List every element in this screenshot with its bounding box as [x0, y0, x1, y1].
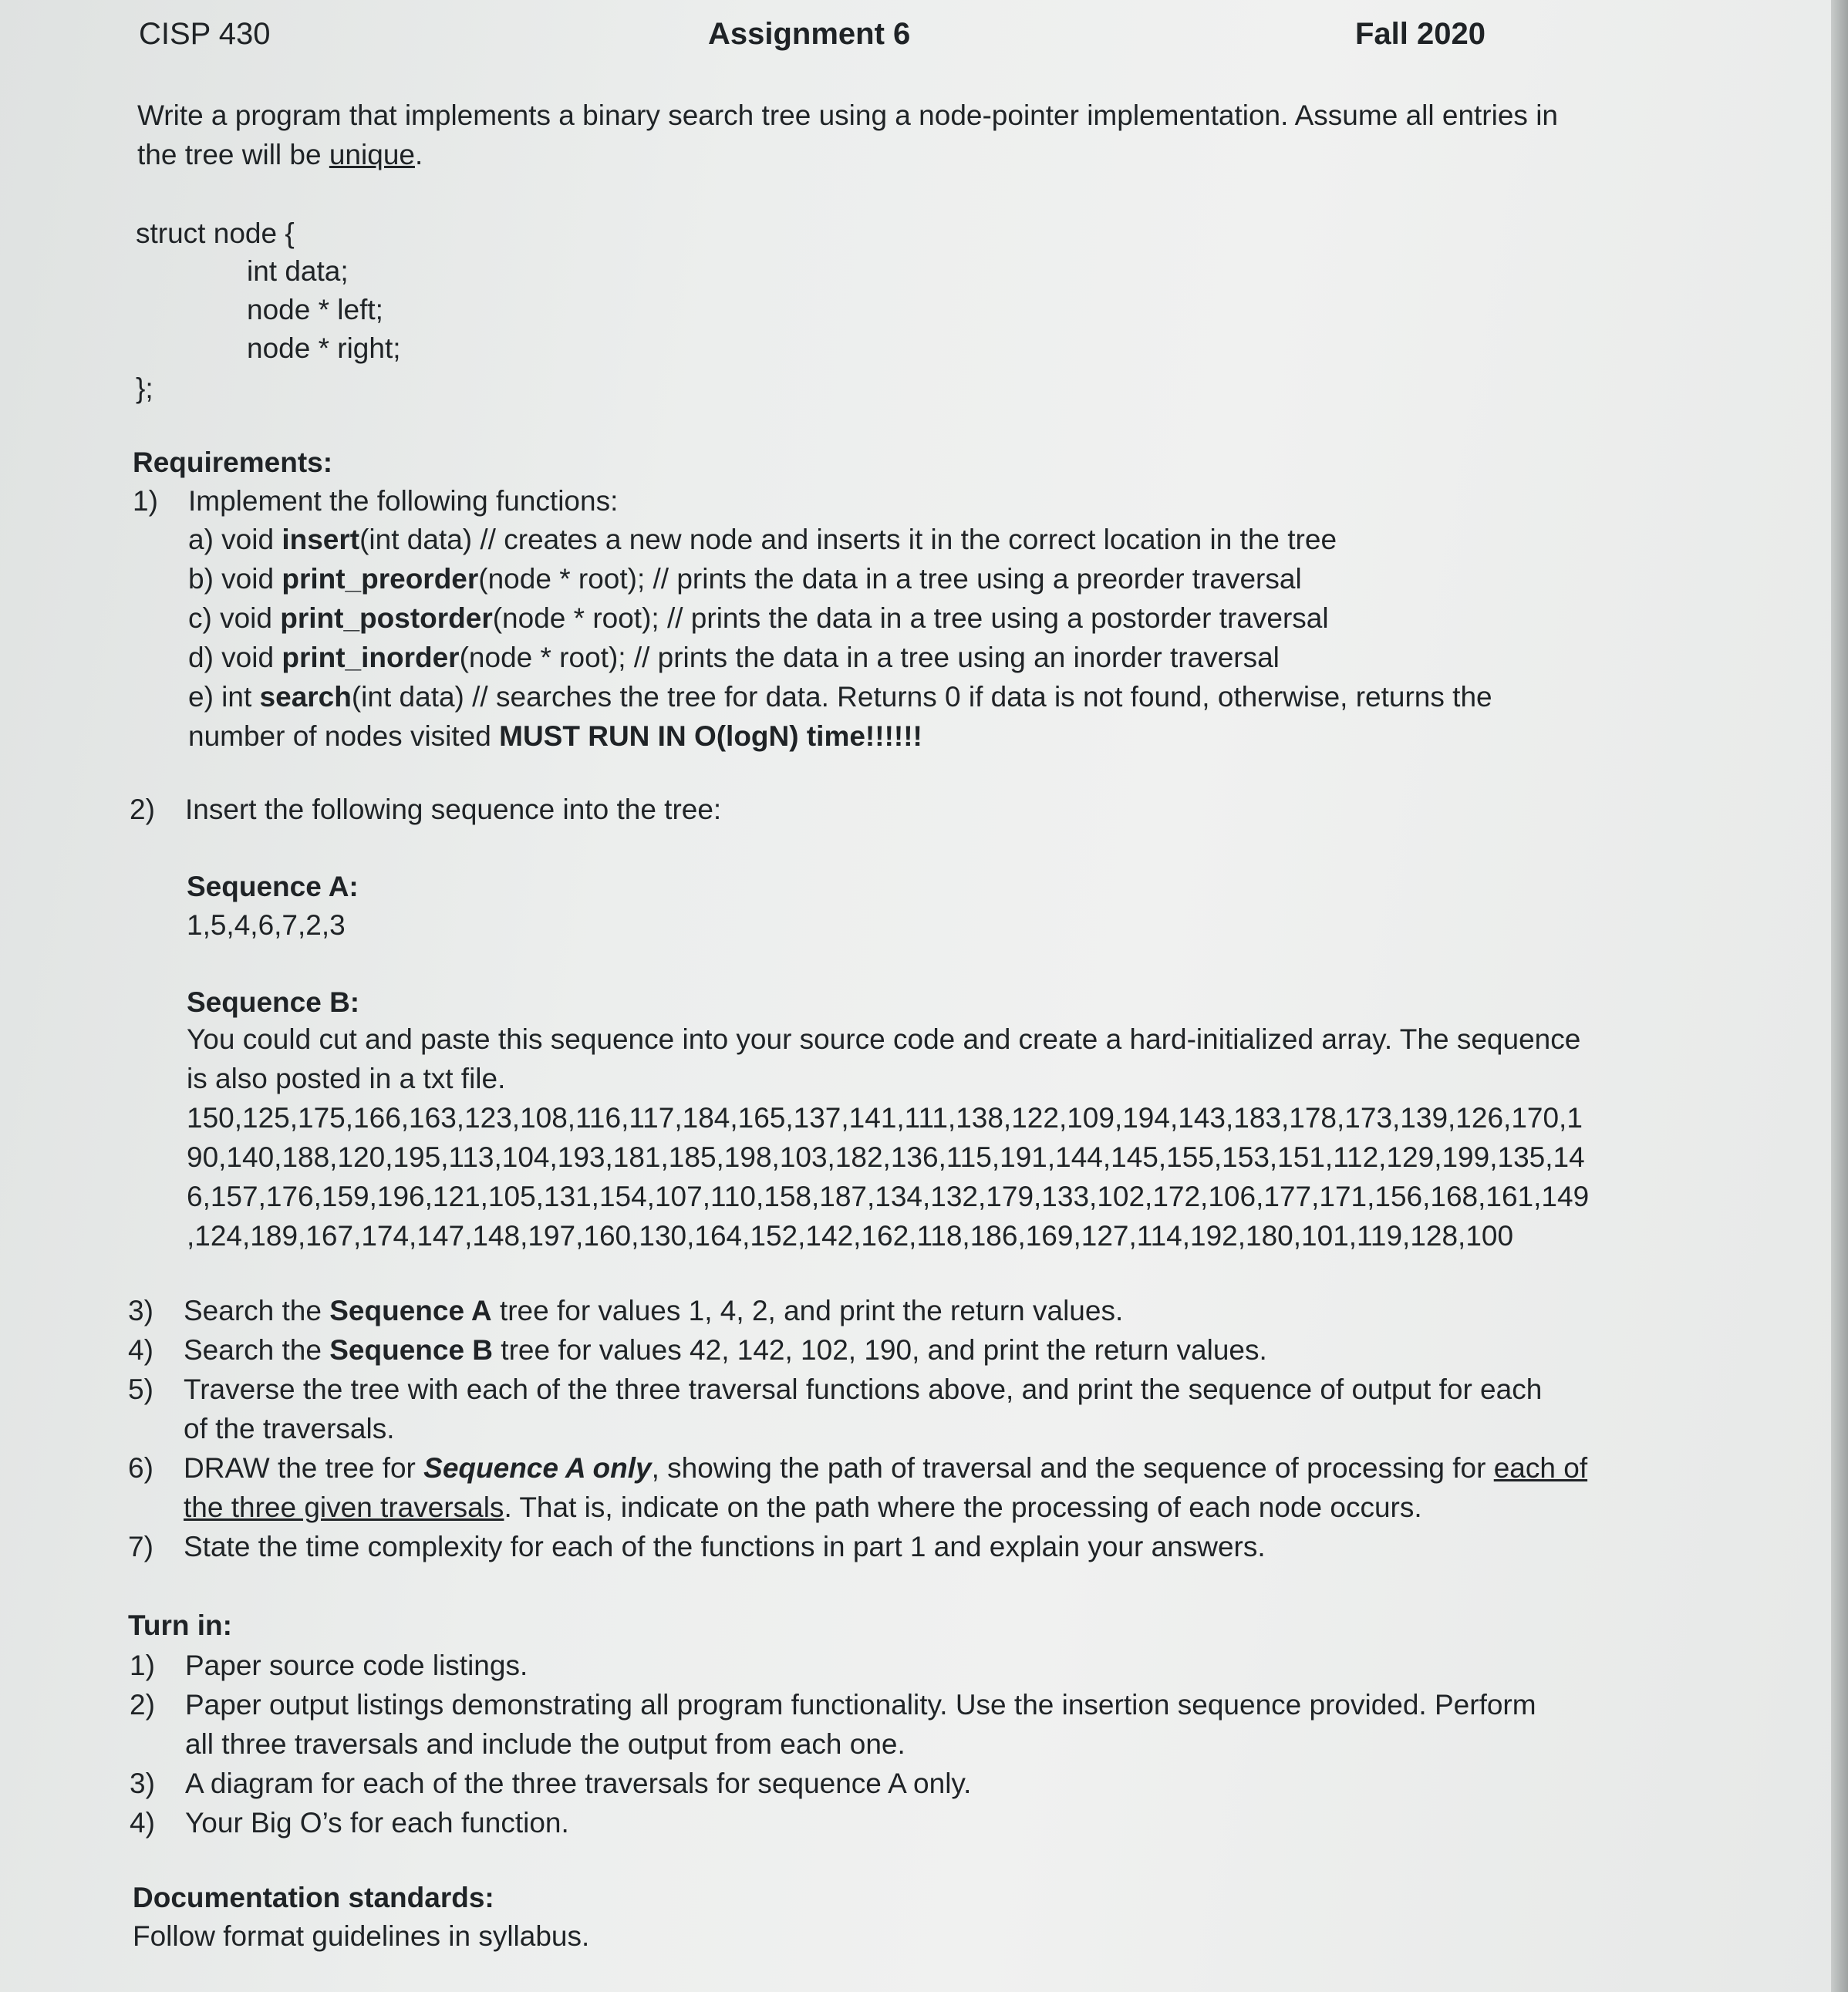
- turnin-text: Your Big O’s for each function.: [185, 1807, 569, 1839]
- requirement-3: [128, 1291, 1587, 1330]
- turnin-item-3: [130, 1764, 1536, 1803]
- turnin-text: Paper output listings demonstrating all program functionality. Use the insertion sequence provided. Perform: [185, 1689, 1536, 1721]
- documentation-heading: Documentation standards:: [133, 1882, 494, 1913]
- req-text: tree for values 1, 4, 2, and print the return values.: [491, 1295, 1124, 1326]
- req-text: State the time complexity for each of the functions in part 1 and explain your answers.: [184, 1531, 1266, 1562]
- item-number: 1): [133, 485, 158, 517]
- function-search: [188, 677, 1492, 716]
- course-code: CISP 430: [139, 17, 271, 51]
- function-print-postorder: [188, 598, 1492, 638]
- intro-text: the tree will be: [137, 139, 329, 170]
- turnin-heading: Turn in:: [128, 1609, 232, 1641]
- requirement-6-cont: [128, 1488, 1587, 1527]
- item-number: 2): [130, 794, 155, 825]
- req-bold: Sequence A: [329, 1295, 492, 1326]
- requirement-5-cont: [128, 1409, 1587, 1448]
- document-header: [0, 17, 1848, 63]
- item-number: 3): [130, 1768, 155, 1799]
- fn-desc: number of nodes visited: [188, 720, 500, 752]
- item-number: 4): [130, 1807, 155, 1839]
- req-text: tree for values 42, 142, 102, 190, and print the return values.: [493, 1334, 1267, 1366]
- requirements-3-to-7: [128, 1291, 1587, 1566]
- page-edge-shadow: [1831, 0, 1848, 1992]
- unique-underlined: unique: [329, 139, 415, 170]
- requirement-4: [128, 1330, 1587, 1370]
- complexity-requirement: MUST RUN IN O(logN) time!!!!!!: [499, 720, 922, 752]
- turnin-list: [130, 1646, 1536, 1842]
- sequence-b-desc-1: You could cut and paste this sequence into your source code and create a hard-initialized array. The sequence: [187, 1023, 1581, 1055]
- function-list: [188, 520, 1492, 756]
- requirement-7: [128, 1527, 1587, 1566]
- sequence-b-line: 150,125,175,166,163,123,108,116,117,184,165,137,141,111,138,122,109,194,143,183,178,173,139,126,170,1: [187, 1102, 1583, 1134]
- intro-paragraph: [137, 96, 1558, 174]
- item-number: 2): [130, 1689, 155, 1721]
- struct-member-right: node * right;: [247, 332, 401, 364]
- function-search-cont: [188, 716, 1492, 756]
- fn-desc: (int data) // searches the tree for data. Returns 0 if data is not found, otherwise, returns the: [351, 681, 1492, 713]
- struct-member-data: int data;: [247, 255, 349, 287]
- item-number: 7): [128, 1531, 153, 1562]
- turnin-item-2: [130, 1685, 1536, 1724]
- intro-line-2: [137, 135, 1558, 174]
- sequence-b-block: [187, 1020, 1589, 1256]
- requirement-5: [128, 1370, 1587, 1409]
- req-text: Search the: [184, 1334, 330, 1366]
- function-insert: [188, 520, 1492, 559]
- fn-desc: (node * root); // prints the data in a tree using a preorder traversal: [478, 563, 1302, 595]
- req-underlined: each of: [1493, 1452, 1588, 1484]
- item-number: 1): [130, 1650, 155, 1681]
- sequence-b-label: Sequence B:: [187, 986, 360, 1018]
- sequence-a-label: Sequence A:: [187, 871, 359, 902]
- item-number: 4): [128, 1334, 153, 1366]
- req-text: DRAW the tree for: [184, 1452, 424, 1484]
- requirement-6: [128, 1448, 1587, 1488]
- req-bold-italic: Sequence A only: [423, 1452, 652, 1484]
- req-underlined: the three given traversals: [184, 1491, 504, 1523]
- item-number: 6): [128, 1452, 153, 1484]
- function-print-inorder: [188, 638, 1492, 677]
- fn-name: print_inorder: [282, 642, 460, 673]
- documentation-text: Follow format guidelines in syllabus.: [133, 1920, 590, 1952]
- requirement-1: [133, 481, 618, 521]
- fn-desc: (node * root); // prints the data in a tree using an inorder traversal: [459, 642, 1280, 673]
- fn-desc: (node * root); // prints the data in a tree using a postorder traversal: [492, 602, 1329, 634]
- turnin-item-2-cont: [130, 1724, 1536, 1764]
- sequence-b-line: ,124,189,167,174,147,148,197,160,130,164,152,142,162,118,186,169,127,114,192,180,101,119,128,100: [187, 1220, 1514, 1252]
- turnin-text: Paper source code listings.: [185, 1650, 528, 1681]
- fn-prefix: b) void: [188, 563, 282, 595]
- sequence-b-desc-2: is also posted in a txt file.: [187, 1063, 506, 1094]
- struct-open: struct node {: [136, 217, 295, 249]
- item-number: 3): [128, 1295, 153, 1326]
- fn-name: print_preorder: [282, 563, 479, 595]
- fn-desc: (int data) // creates a new node and inserts it in the correct location in the tree: [359, 524, 1337, 555]
- turnin-item-4: [130, 1803, 1536, 1842]
- turnin-text: A diagram for each of the three traversals for sequence A only.: [185, 1768, 972, 1799]
- fn-name: search: [259, 681, 352, 713]
- turnin-item-1: [130, 1646, 1536, 1685]
- fn-prefix: c) void: [188, 602, 281, 634]
- fn-prefix: a) void: [188, 524, 282, 555]
- req-bold: Sequence B: [329, 1334, 494, 1366]
- fn-prefix: d) void: [188, 642, 282, 673]
- term-label: Fall 2020: [1355, 17, 1486, 51]
- turnin-text: all three traversals and include the output from each one.: [185, 1728, 905, 1760]
- struct-close: };: [136, 372, 153, 404]
- intro-line-1: Write a program that implements a binary search tree using a node-pointer implementation. Assume all entries in: [137, 99, 1558, 131]
- req-text: Traverse the tree with each of the three traversal functions above, and print the sequence of output for each: [184, 1374, 1543, 1405]
- struct-member-left: node * left;: [247, 294, 383, 325]
- sequence-a-values: 1,5,4,6,7,2,3: [187, 909, 346, 941]
- fn-prefix: e) int: [188, 681, 260, 713]
- requirement-1-text: Implement the following functions:: [188, 485, 619, 517]
- function-print-preorder: [188, 559, 1492, 598]
- req-text: . That is, indicate on the path where the processing of each node occurs.: [504, 1491, 1422, 1523]
- sequence-b-line: 6,157,176,159,196,121,105,131,154,107,110,158,187,134,132,179,133,102,172,106,177,171,156,168,161,149: [187, 1181, 1590, 1212]
- sequence-b-line: 90,140,188,120,195,113,104,193,181,185,198,103,182,136,115,191,144,145,155,153,151,112,129,199,135,14: [187, 1141, 1585, 1173]
- requirement-2: [130, 790, 721, 829]
- fn-name: insert: [282, 524, 360, 555]
- requirements-heading: Requirements:: [133, 447, 333, 478]
- req-text: , showing the path of traversal and the sequence of processing for: [651, 1452, 1494, 1484]
- item-number: 5): [128, 1374, 153, 1405]
- intro-period: .: [414, 139, 423, 170]
- fn-name: print_postorder: [280, 602, 493, 634]
- req-text: of the traversals.: [184, 1413, 395, 1444]
- assignment-title: Assignment 6: [708, 17, 911, 51]
- req-text: Search the: [184, 1295, 330, 1326]
- requirement-2-text: Insert the following sequence into the tree:: [185, 794, 722, 825]
